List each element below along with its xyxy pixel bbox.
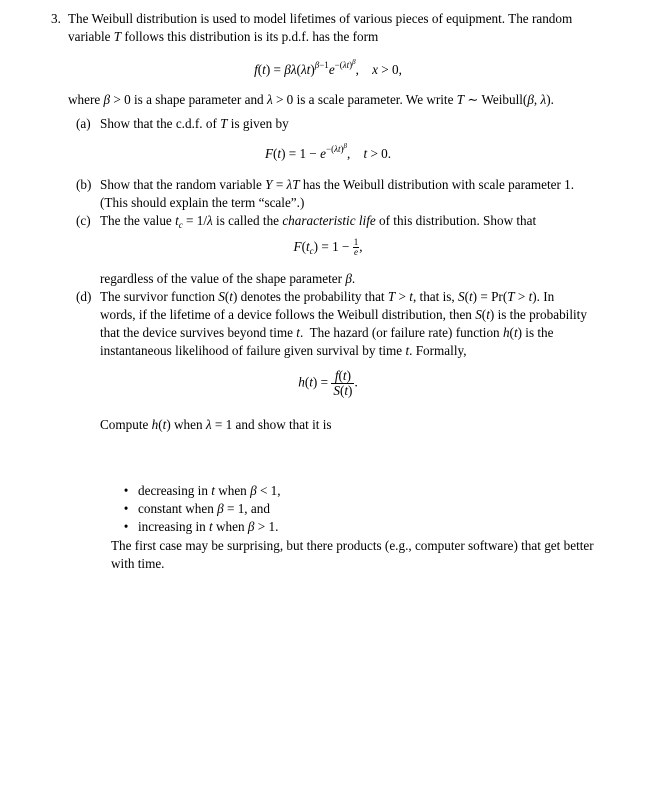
part-d-text-2: words, if the lifetime of a device follows the Weibull distribution, then S(t) is the probability [100, 307, 587, 322]
part-c-text-after: regardless of the value of the shape parameter β. [100, 271, 356, 286]
bullet-item-decreasing: decreasing in t when β < 1, [138, 483, 281, 498]
bullet-dot: • [123, 501, 129, 516]
pdf-formula: $f(t) = \beta\lambda(\lambda t)^{\beta-1}e^{-(\lambda t)^\beta}$, x > 0, [254, 58, 402, 77]
fraction-1-over-e: $\frac{1}{e}$ [353, 237, 359, 258]
characteristic-life-formula: $F(t_c) = 1$ − $\frac{1}{e}$ , [293, 237, 363, 258]
bullet-item-increasing: increasing in t when β > 1. [138, 519, 279, 534]
part-a-text: Show that the c.d.f. of T is given by [100, 116, 289, 131]
part-b-text-2: (This should explain the term “scale”.) [100, 195, 305, 210]
part-c-label: (c) [76, 213, 91, 228]
closing-line-1: The first case may be surprising, but there products (e.g., computer software) that get better [111, 538, 594, 553]
part-b-text-1: Show that the random variable Y = λT has the Weibull distribution with scale parameter 1. [100, 177, 575, 192]
problem-number: 3. [51, 11, 61, 26]
bullet-dot: • [123, 519, 129, 534]
part-d-label: (d) [76, 289, 92, 304]
hazard-formula: h(t) = $\frac{f(t)}{S(t)}$ . [298, 368, 358, 398]
intro-line-2: variable T follows this distribution is its p.d.f. has the form [68, 29, 379, 44]
cdf-formula: $F(t) = 1 - e^{-(\lambda t)^\beta}$, t > 0. [264, 142, 392, 161]
intro-line-1: The Weibull distribution is used to model lifetimes of various pieces of equipment. The random [68, 11, 573, 26]
part-d-text-after: Compute h(t) when λ = 1 and show that it is [100, 417, 332, 432]
part-d-text-4: instantaneous likelihood of failure given survival by time t. Formally, [100, 343, 467, 358]
part-d-text-3: that the device survives beyond time t. The hazard (or failure rate) function h(t) is the [100, 325, 554, 340]
part-b-label: (b) [76, 177, 92, 192]
fraction-f-over-s: $\frac{f(t)}{S(t)}$ [333, 368, 353, 398]
bullet-dot: • [123, 483, 129, 498]
part-c-text: The the value $t_c = 1/\lambda$ is called the characteristic life of this distribution. Show that [100, 213, 537, 230]
closing-line-2: with time. [111, 556, 165, 571]
part-d-text-1: The survivor function S(t) denotes the probability that T > t, that is, S(t) = Pr(T > t). In [100, 289, 555, 304]
params-line: where β > 0 is a shape parameter and λ > 0 is a scale parameter. We write T ∼ Weibull(β, λ). [68, 92, 554, 107]
bullet-item-constant: constant when β = 1, and [138, 501, 270, 516]
part-a-label: (a) [76, 116, 91, 131]
